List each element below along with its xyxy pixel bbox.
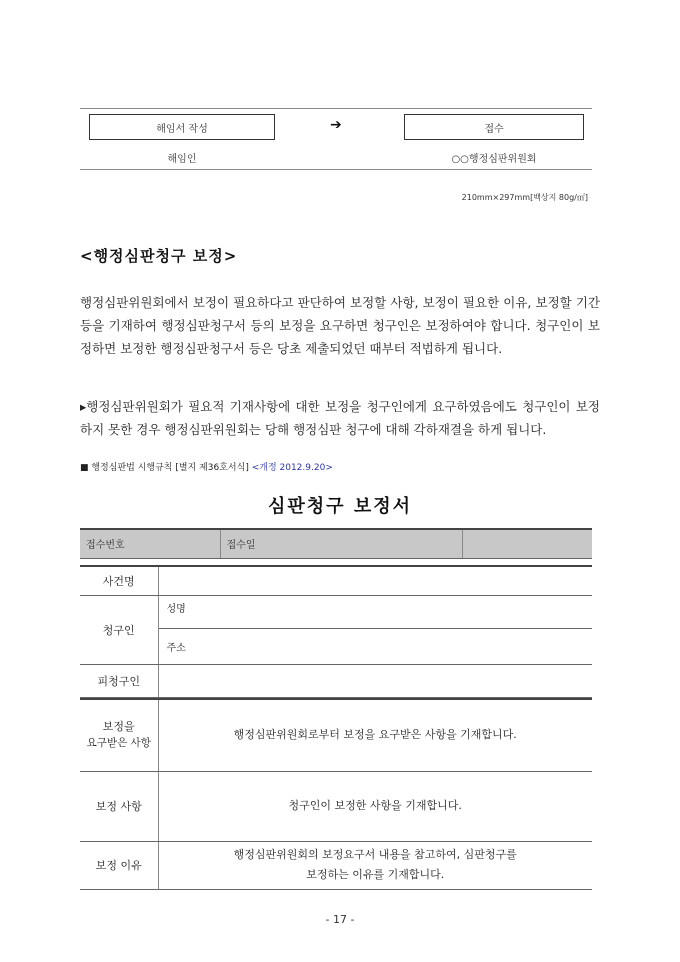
section-paragraph-2: ▸행정심판위원회가 필요적 기재사항에 대한 보정을 청구인에게 요구하였음에도 청구인이 보정하지 못한 경우 행정심판위원회는 당해 행정심판 청구에 대해 각하재결을 하게 됩니다. [80, 399, 600, 437]
case-name-field[interactable] [158, 566, 592, 595]
flow-step-receipt-label: 접수 [484, 123, 504, 135]
form-reason-row [80, 841, 592, 889]
respondent-field[interactable] [158, 664, 592, 697]
receipt-date-label: 접수일 [226, 540, 256, 552]
form-reference-text: ■ 행정심판법 시행규칙 [별지 제36호서식] [80, 463, 249, 473]
claimant-address-field[interactable] [158, 628, 592, 664]
arrow-right-icon: ➔ [330, 117, 342, 133]
claimant-label: 청구인 [80, 595, 158, 664]
correction-reason-label: 보정 이유 [80, 841, 158, 889]
flow-step-write-box [89, 114, 275, 140]
claimant-name-field[interactable] [158, 595, 592, 628]
form-receipt-row [80, 529, 592, 558]
receipt-blank-cell [462, 529, 592, 558]
correction-reason-line1: 행정심판위원회의 보정요구서 내용을 참고하여, 심판청구를 [233, 848, 517, 861]
form-amend-date: <개정 2012.9.20> [251, 463, 333, 473]
flow-step-receipt-box [404, 114, 584, 140]
form-claimant-name-row [80, 595, 592, 628]
form-corrected-row [80, 771, 592, 841]
correction-form-table [80, 528, 592, 890]
flow-step-write-label: 해임서 작성 [156, 123, 208, 135]
form-case-row [80, 566, 592, 595]
flow-top-rule [80, 108, 592, 109]
section-title: <행정심판청구 보정> [80, 247, 238, 265]
section-paragraph-1: 행정심판위원회에서 보정이 필요하다고 판단하여 보정할 사항, 보정이 필요한 이유, 보정할 기간 등을 기재하여 행정심판청구서 등의 보정을 요구하면 청구인은 보정하여야 합니다. 청구인이 보정하면 보정한 행정심판청구서 등은 당초 제출되었던 때부터 적법하게 됩니다. [80, 295, 600, 356]
corrected-items-field[interactable]: 청구인이 보정한 사항을 기재합니다. [158, 771, 592, 841]
correction-reason-field[interactable] [158, 841, 592, 889]
receipt-date-cell [220, 529, 462, 558]
corrected-items-label: 보정 사항 [80, 771, 158, 841]
flow-actor-committee: ○○행정심판위원회 [451, 154, 537, 165]
respondent-label: 피청구인 [80, 664, 158, 697]
form-requested-row [80, 699, 592, 771]
receipt-no-label: 접수번호 [86, 540, 125, 552]
address-label: 주소 [166, 642, 186, 654]
receipt-no-cell [80, 529, 220, 558]
case-name-label: 사건명 [80, 566, 158, 595]
flow-actor-dismisser: 해임인 [167, 154, 197, 165]
flow-bottom-rule [80, 169, 592, 170]
paper-spec: 210mm×297mm[백상지 80g/㎡] [461, 193, 588, 202]
name-label: 성명 [166, 603, 186, 615]
requested-items-label-line2: 요구받은 사항 [86, 737, 151, 750]
form-respondent-row [80, 664, 592, 697]
form-title: 심판청구 보정서 [268, 496, 412, 517]
requested-items-label [80, 699, 158, 771]
requested-items-label-line1: 보정을 [102, 720, 135, 734]
form-reference [80, 460, 333, 473]
requested-items-field[interactable]: 행정심판위원회로부터 보정을 요구받은 사항을 기재합니다. [158, 699, 592, 771]
correction-reason-line2: 보정하는 이유를 기재합니다. [306, 868, 445, 881]
page-number: - 17 - [325, 913, 355, 926]
